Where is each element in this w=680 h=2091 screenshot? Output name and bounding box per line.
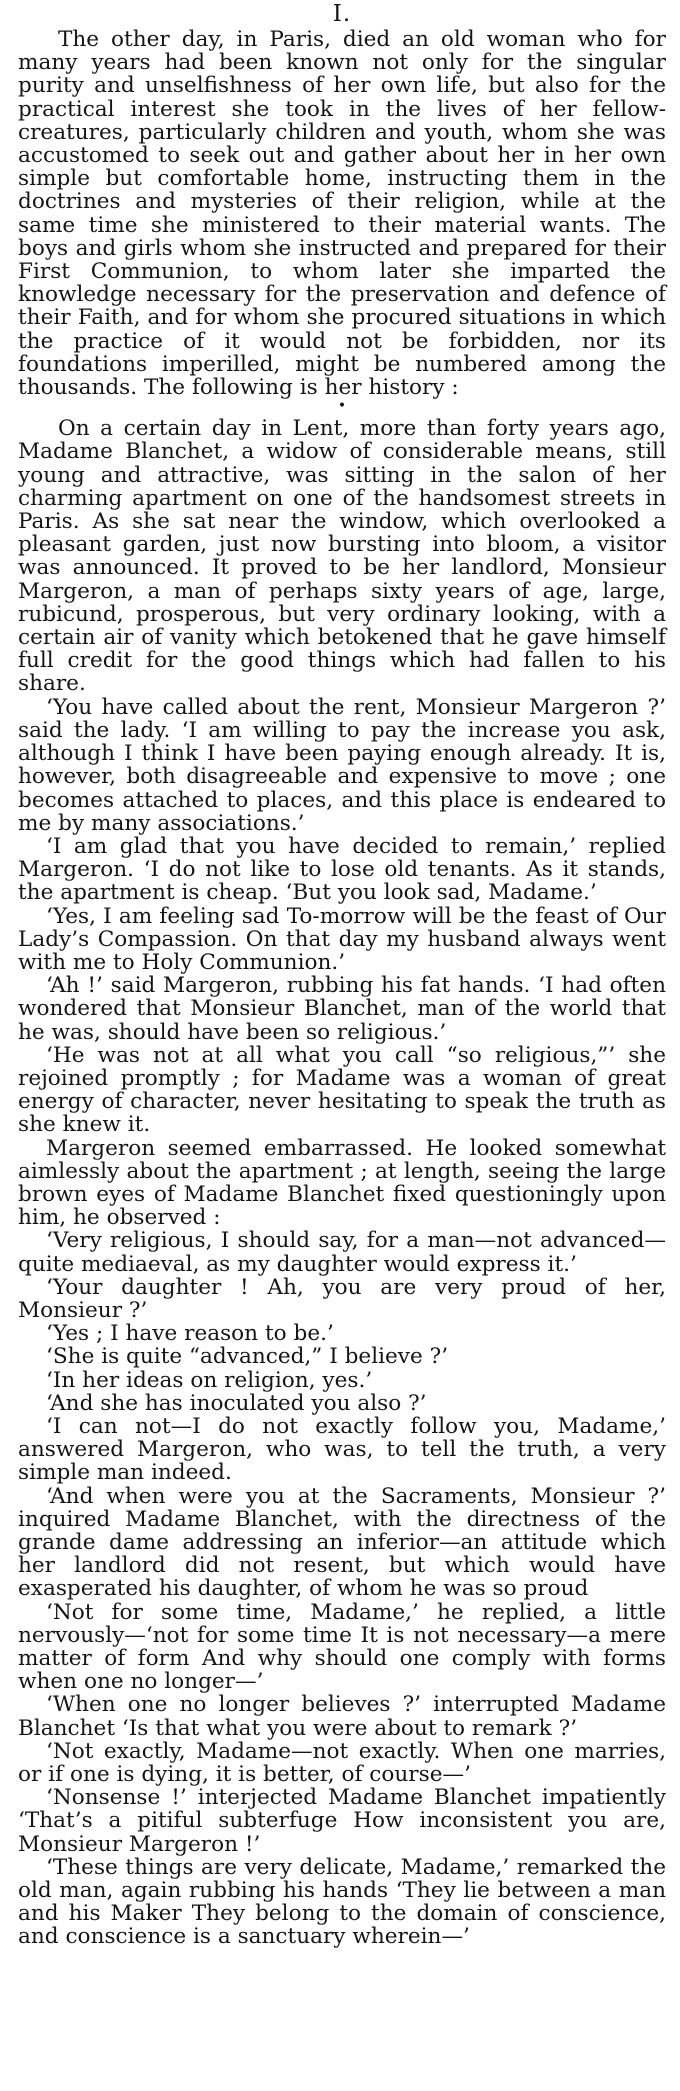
- dialogue-paragraph: ‘And when were you at the Sacraments, Monsieur ?’ inquired Madame Blanchet, with the directness of the grande dame addressing an inferior—an attitude which her landlord did not resent, but which would have exasperated his daughter, of whom he was so proud: [18, 1483, 666, 1602]
- section-heading: I.: [332, 1, 352, 27]
- dialogue-paragraph: ‘Ah !’ said Margeron, rubbing his fat hands. ‘I had often wondered that Monsieur Blanchet, man of the world that he was, should have been so religious.’: [18, 973, 666, 1045]
- dialogue-paragraph: ‘Not exactly, Madame—not exactly. When one marries, or if one is dying, it is better, of course—’: [18, 1738, 666, 1788]
- dialogue-paragraph: ‘When one no longer believes ?’ interrupted Madame Blanchet ‘Is that what you were about to remark ?’: [18, 1692, 666, 1741]
- dialogue-paragraph: ‘These things are very delicate, Madame,’ remarked the old man, again rubbing his hands ‘They lie between a man and his Maker They belong to the domain of conscience, and conscience is a sanctuary wherein—’: [18, 1854, 666, 1950]
- dialogue-paragraph: ‘I can not—I do not exactly follow you, Madame,’ answered Margeron, who was, to tell the truth, a very simple man indeed.: [18, 1413, 666, 1486]
- dialogue-paragraph: ‘You have called about the rent, Monsieur Margeron ?’ said the lady. ‘I am willing to pay the increase you ask, although I think I have been paying enough already. It is, however, both disagreeable and expensive to move ; one becomes attached to places, and this place is endeared to me by many associations.’: [18, 694, 666, 836]
- dialogue-paragraph: ‘In her ideas on religion, yes.’: [46, 1367, 373, 1393]
- dialogue-paragraph: ‘She is quite “advanced,” I believe ?’: [46, 1344, 449, 1370]
- dialogue-paragraph: ‘He was not at all what you call “so religious,”’ she rejoined promptly ; for Madame was a woman of great energy of character, never hesitating to speak the truth as she knew it.: [18, 1042, 666, 1138]
- dialogue-paragraph: ‘I am glad that you have decided to remain,’ replied Margeron. ‘I do not like to lose old tenants. As it stands, the apartment is cheap. ‘But you look sad, Madame.’: [18, 833, 666, 906]
- story-paragraph: On a certain day in Lent, more than forty years ago, Madame Blanchet, a widow of considerable means, still young and attractive, was sitting in the salon of her charming apartment on one of the handsomest streets in Paris. As she sat near the window, which overlooked a pleasant garden, just now bursting into bloom, a visitor was announced. It proved to be her landlord, Monsieur Margeron, a man of perhaps sixty years of age, large, rubicund, prosperous, but very ordinary looking, with a certain air of vanity which betokened that he gave himself full credit for the good things which had fallen to his share.: [18, 416, 666, 697]
- dialogue-paragraph: ‘Yes, I am feeling sad To-morrow will be the feast of Our Lady’s Compassion. On that day my husband always went with me to Holy Communion.’: [18, 903, 666, 975]
- section-divider: •: [337, 398, 347, 415]
- dialogue-paragraph: ‘Your daughter ! Ah, you are very proud of her, Monsieur ?’: [18, 1274, 666, 1323]
- dialogue-paragraph: ‘Not for some time, Madame,’ he replied, a little nervously—‘not for some time It is not necessary—a mere matter of form And why should one comply with forms when one no longer—’: [18, 1599, 666, 1695]
- article-body: [18, 28, 666, 1949]
- dialogue-paragraph: ‘Very religious, I should say, for a man—not advanced—quite mediaeval, as my daughter would express it.’: [18, 1228, 666, 1277]
- narration-paragraph: Margeron seemed embarrassed. He looked somewhat aimlessly about the apartment ; at length, seeing the large brown eyes of Madame Blanchet fixed questioningly upon him, he observed :: [18, 1135, 666, 1231]
- dialogue-paragraph: ‘And she has inoculated you also ?’: [46, 1390, 427, 1416]
- dialogue-paragraph: ‘Nonsense !’ interjected Madame Blanchet impatiently ‘That’s a pitiful subterfuge How inconsistent you are, Monsieur Margeron !’: [18, 1785, 666, 1857]
- dialogue-paragraph: ‘Yes ; I have reason to be.’: [46, 1321, 334, 1347]
- intro-paragraph: The other day, in Paris, died an old woman who for many years had been known not only for the singular purity and unselfishness of her own life, but also for the practical interest she took in the lives of her fellow-creatures, particularly children and youth, whom she was accustomed to seek out and gather about her in her own simple but comfortable home, instructing them in the doctrines and mysteries of their religion, while at the same time she ministered to their material wants. The boys and girls whom she instructed and prepared for their First Communion, to whom later she imparted the knowledge necessary for the preservation and defence of their Faith, and for whom she procured situations in which the practice of it would not be forbidden, nor its foundations imperilled, might be numbered among the thousands. The following is her history :: [18, 27, 666, 401]
